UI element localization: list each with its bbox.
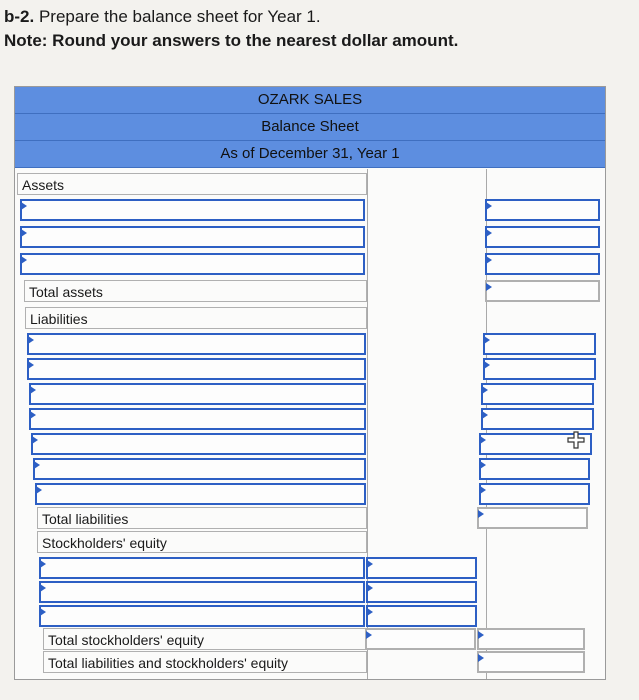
assets-heading: Assets bbox=[17, 173, 367, 195]
total-assets-label: Total assets bbox=[24, 280, 367, 302]
asset-name-input-2[interactable] bbox=[20, 226, 365, 248]
total-liabilities-and-equity-amount[interactable] bbox=[477, 651, 585, 673]
equity-amount-input-2[interactable] bbox=[366, 581, 477, 603]
total-stockholders-equity-label: Total stockholders' equity bbox=[43, 628, 367, 650]
total-assets-amount[interactable] bbox=[485, 280, 600, 302]
total-liabilities-label: Total liabilities bbox=[37, 507, 367, 529]
total-liabilities-amount[interactable] bbox=[477, 507, 588, 529]
equity-amount-input-1[interactable] bbox=[366, 557, 477, 579]
liability-amount-input-1[interactable] bbox=[483, 333, 596, 355]
statement-title-header: Balance Sheet bbox=[15, 114, 605, 141]
asset-amount-input-3[interactable] bbox=[485, 253, 600, 275]
statement-date-header: As of December 31, Year 1 bbox=[15, 141, 605, 168]
equity-name-input-2[interactable] bbox=[39, 581, 365, 603]
liability-name-input-3[interactable] bbox=[29, 383, 366, 405]
question-note: Note: Round your answers to the nearest dollar amount. bbox=[4, 31, 459, 50]
asset-name-input-3[interactable] bbox=[20, 253, 365, 275]
balance-sheet-table bbox=[14, 86, 606, 680]
move-plus-icon bbox=[566, 430, 586, 450]
liability-amount-input-6[interactable] bbox=[479, 458, 590, 480]
asset-amount-input-2[interactable] bbox=[485, 226, 600, 248]
liability-amount-input-4[interactable] bbox=[481, 408, 594, 430]
liability-amount-input-7[interactable] bbox=[479, 483, 590, 505]
liability-name-input-2[interactable] bbox=[27, 358, 366, 380]
total-stockholders-equity-amount[interactable] bbox=[365, 628, 476, 650]
total-stockholders-equity-total[interactable] bbox=[477, 628, 585, 650]
liability-name-input-7[interactable] bbox=[35, 483, 366, 505]
total-liabilities-and-equity-label: Total liabilities and stockholders' equity bbox=[43, 651, 367, 673]
liability-amount-input-3[interactable] bbox=[481, 383, 594, 405]
asset-name-input-1[interactable] bbox=[20, 199, 365, 221]
asset-amount-input-1[interactable] bbox=[485, 199, 600, 221]
question-part: b-2. bbox=[4, 7, 35, 26]
company-name-header: OZARK SALES bbox=[15, 87, 605, 114]
liability-amount-input-2[interactable] bbox=[483, 358, 596, 380]
liability-name-input-4[interactable] bbox=[29, 408, 366, 430]
liability-name-input-6[interactable] bbox=[33, 458, 366, 480]
stockholders-equity-heading: Stockholders' equity bbox=[37, 531, 367, 553]
question-title bbox=[4, 6, 321, 28]
equity-name-input-1[interactable] bbox=[39, 557, 365, 579]
equity-name-input-3[interactable] bbox=[39, 605, 365, 627]
liability-name-input-1[interactable] bbox=[27, 333, 366, 355]
liabilities-heading: Liabilities bbox=[25, 307, 367, 329]
question-text: Prepare the balance sheet for Year 1. bbox=[34, 7, 321, 26]
liability-name-input-5[interactable] bbox=[31, 433, 366, 455]
equity-amount-input-3[interactable] bbox=[366, 605, 477, 627]
